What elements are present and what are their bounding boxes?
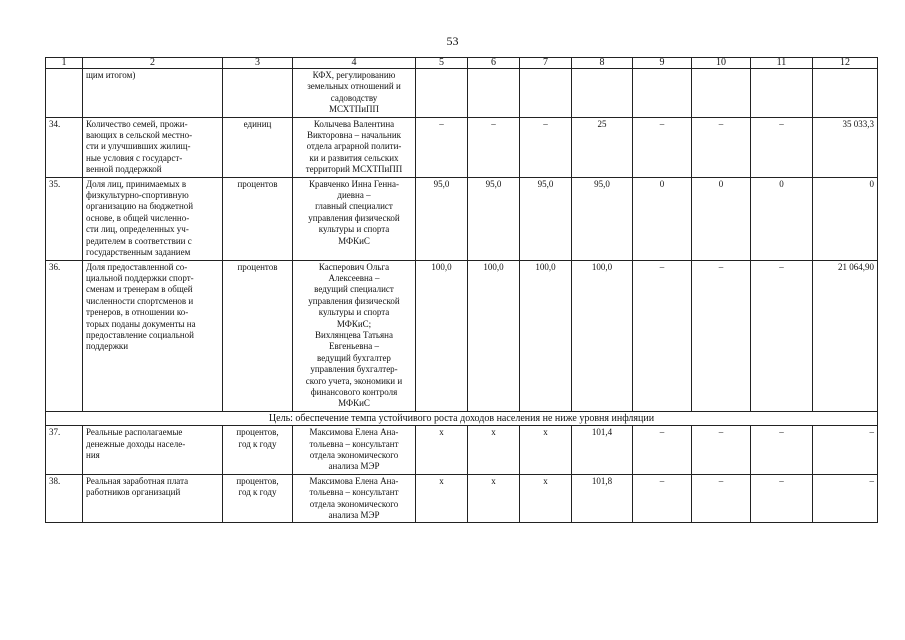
value-v7: х [520,426,572,475]
cell-line: Доля лиц, принимаемых в [86,178,187,189]
table-row [46,177,878,260]
value-v12 [813,69,878,118]
column-number-2: 2 [83,58,223,69]
cell-line: управления бухгалтер- [310,364,398,375]
column-number-9: 9 [633,58,692,69]
cell-line: Реальные располагаемые [86,427,183,438]
cell-line: территорий МСХТПиПП [305,164,403,175]
cell-line: МФКиС [338,398,370,409]
value-v9 [633,69,692,118]
cell-line: Алексеевна – [328,272,380,283]
value-v8: 95,0 [572,177,633,260]
column-number-1: 1 [46,58,83,69]
cell-line: Максимова Елена Ана- [309,427,399,438]
unit-cell [223,260,293,411]
value-v9: – [633,117,692,177]
cell-line: ведущий бухгалтер [317,352,391,363]
cell-line: культуры и спорта [318,224,390,235]
cell-line: отдела экономического [309,450,399,460]
row-number [46,69,83,118]
value-v10: 0 [692,177,751,260]
column-number-10: 10 [692,58,751,69]
column-number-11: 11 [751,58,813,69]
responsible-cell [293,117,416,177]
goal-heading: Цель: обеспечение темпа устойчивого роста доходов населения не ниже уровня инфляции [46,411,878,425]
column-number-4: 4 [293,58,416,69]
value-v8: 101,8 [572,474,633,523]
cell-line: КФХ, регулированию [312,70,396,80]
cell-line: год к году [238,438,277,449]
cell-line: торых поданы документы на [86,318,196,329]
cell-line: Колычева Валентина [313,118,395,129]
value-v8: 25 [572,117,633,177]
cell-line: управления физической [308,295,400,306]
cell-line: физкультурно-спортивную [86,190,189,201]
cell-line: главный специалист [315,201,393,212]
cell-line: поддержки [86,341,129,352]
value-v9: – [633,474,692,523]
row-number: 38. [46,474,83,523]
responsible-cell [293,177,416,260]
cell-line: процентов [237,261,278,272]
cell-line: единиц [243,118,272,129]
cell-line: отдела аграрной полити- [306,141,402,152]
indicator-cell [83,260,223,411]
row-number: 36. [46,260,83,411]
cell-line: земельных отношений и [307,81,401,92]
cell-line: диевна – [337,190,371,201]
responsible-cell [293,69,416,118]
column-number-5: 5 [416,58,468,69]
value-v11: 0 [751,177,813,260]
cell-line: ные условия с государст- [86,152,183,163]
row-number: 37. [46,426,83,475]
value-v11: – [751,474,813,523]
value-v12: – [813,474,878,523]
unit-cell [223,117,293,177]
cell-line: численности спортсменов и [86,295,194,306]
cell-line: процентов, [236,475,279,486]
value-v5: – [416,117,468,177]
value-v7 [520,69,572,118]
cell-line: Реальная заработная плата [86,475,189,486]
value-v12: 35 033,3 [813,117,878,177]
value-v12: – [813,426,878,475]
cell-line: садоводству [330,92,378,103]
value-v6 [468,69,520,118]
value-v11: – [751,117,813,177]
table-row [46,117,878,177]
value-v5: х [416,426,468,475]
value-v7: – [520,117,572,177]
responsible-cell [293,260,416,411]
row-number: 34. [46,117,83,177]
cell-line: редителем в соответствии с [86,235,192,246]
value-v11: – [751,426,813,475]
indicator-cell [83,426,223,475]
cell-line: МФКиС; [336,318,372,329]
cell-line: основе, в общей численно- [86,212,190,223]
value-v6: х [468,474,520,523]
value-v5: х [416,474,468,523]
value-v5 [416,69,468,118]
column-number-8: 8 [572,58,633,69]
value-v9: – [633,260,692,411]
goal-row [46,411,878,425]
value-v10: – [692,474,751,523]
table-row [46,69,878,118]
cell-line: работников организаций [86,487,181,498]
value-v10 [692,69,751,118]
value-v10: – [692,260,751,411]
cell-line: организацию на бюджетной [86,201,194,212]
cell-line: анализа МЭР [328,510,380,521]
cell-line: Касперович Ольга [318,261,390,272]
cell-line: венной поддержкой [86,164,162,175]
cell-line: вающих в сельской местно- [86,130,193,141]
table-row [46,426,878,475]
value-v11: – [751,260,813,411]
cell-line: Кравченко Инна Генна- [309,178,399,189]
cell-line: Количество семей, прожи- [86,118,188,129]
value-v10: – [692,426,751,475]
cell-line: Максимова Елена Ана- [309,475,399,486]
table-row [46,260,878,411]
cell-line: сти лиц, определенных уч- [86,224,189,235]
cell-line: Вихлянцева Татьяна [315,329,393,340]
value-v11 [751,69,813,118]
cell-line: щим итогом) [86,70,136,80]
unit-cell [223,474,293,523]
value-v6: 95,0 [468,177,520,260]
column-number-3: 3 [223,58,293,69]
value-v10: – [692,117,751,177]
column-number-12: 12 [813,58,878,69]
cell-line: циальной поддержки спорт- [86,272,194,283]
value-v5: 100,0 [416,260,468,411]
cell-line: сти и улучшивших жилищ- [86,141,191,152]
value-v7: 100,0 [520,260,572,411]
value-v8: 100,0 [572,260,633,411]
unit-cell [223,69,293,118]
responsible-cell [293,426,416,475]
table-row [46,474,878,523]
cell-line: анализа МЭР [328,461,380,472]
cell-line: тольевна – консультант [309,487,399,498]
indicators-table [45,57,878,523]
cell-line: культуры и спорта [318,307,390,318]
responsible-cell [293,474,416,523]
value-v5: 95,0 [416,177,468,260]
indicator-cell [83,117,223,177]
indicator-cell [83,177,223,260]
cell-line: сменам и тренерам в общей [86,284,193,295]
cell-line: процентов [237,178,278,189]
value-v9: – [633,426,692,475]
cell-line: МФКиС [338,235,370,246]
cell-line: государственным заданием [86,247,191,258]
column-number-7: 7 [520,58,572,69]
indicator-cell [83,69,223,118]
cell-line: МСХТПиПП [328,104,380,115]
page-number: 53 [446,34,459,48]
value-v6: 100,0 [468,260,520,411]
column-number-6: 6 [468,58,520,69]
cell-line: денежные доходы населе- [86,438,186,449]
cell-line: процентов, [236,427,279,438]
column-number-row [46,58,878,69]
unit-cell [223,426,293,475]
cell-line: ведущий специалист [314,284,394,295]
indicator-cell [83,474,223,523]
value-v6: х [468,426,520,475]
row-number: 35. [46,177,83,260]
cell-line: отдела экономического [309,498,399,509]
cell-line: ского учета, экономики и [305,375,403,386]
cell-line: год к году [238,487,277,498]
value-v7: х [520,474,572,523]
cell-line: тренеров, в отношении ко- [86,307,189,318]
cell-line: финансового контроля [310,386,398,397]
value-v12: 0 [813,177,878,260]
cell-line: тольевна – консультант [309,438,399,449]
value-v7: 95,0 [520,177,572,260]
cell-line: ки и развития сельских [309,152,399,163]
value-v9: 0 [633,177,692,260]
value-v12: 21 064,90 [813,260,878,411]
value-v6: – [468,117,520,177]
cell-line: Доля предоставленной со- [86,261,188,272]
unit-cell [223,177,293,260]
cell-line: Евгеньевна – [328,341,380,352]
value-v8 [572,69,633,118]
cell-line: Викторовна – начальник [306,130,402,141]
value-v8: 101,4 [572,426,633,475]
cell-line: ния [86,450,100,460]
cell-line: предоставление социальной [86,329,194,340]
cell-line: управления физической [308,212,400,223]
